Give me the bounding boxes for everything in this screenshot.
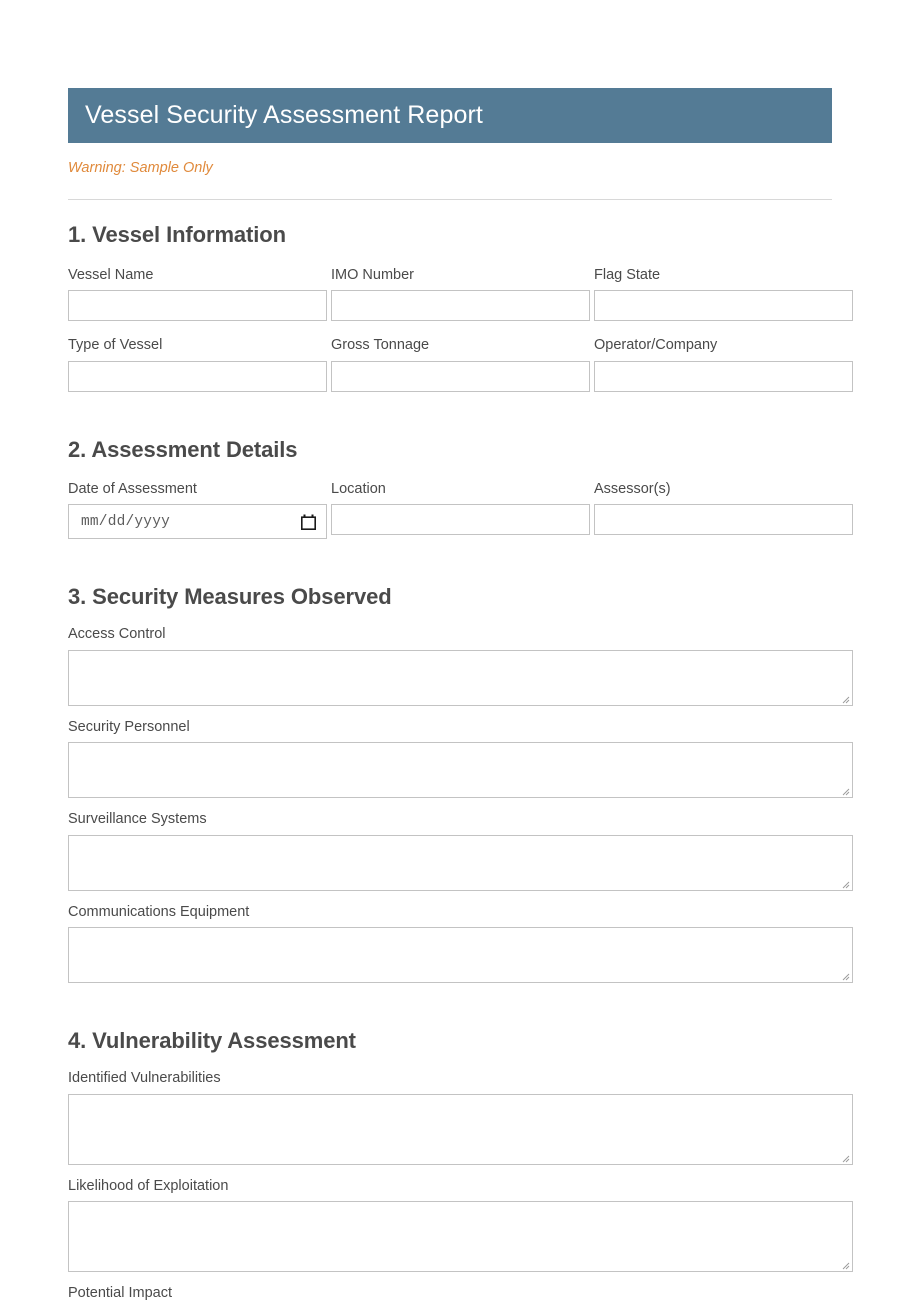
section-security-measures [68, 586, 853, 983]
label-likelihood-of-exploitation: Likelihood of Exploitation [68, 1177, 229, 1194]
field-communications-equipment [68, 905, 853, 984]
section-heading-4: 4. Vulnerability Assessment [68, 1028, 356, 1053]
field-surveillance-systems [68, 812, 853, 891]
textarea-access-control[interactable] [68, 650, 853, 706]
field-identified-vulnerabilities [68, 1071, 853, 1165]
label-date-of-assessment: Date of Assessment [68, 480, 197, 497]
input-gross-tonnage[interactable] [331, 361, 590, 392]
section-heading-3: 3. Security Measures Observed [68, 584, 392, 609]
resize-handle-icon[interactable] [840, 879, 850, 889]
section-vessel-information [68, 221, 853, 392]
label-surveillance-systems: Surveillance Systems [68, 811, 207, 827]
section-heading-2: 2. Assessment Details [68, 436, 298, 462]
resize-handle-icon[interactable] [840, 971, 850, 981]
date-placeholder-text: mm/dd/yyyy [81, 513, 171, 530]
label-type-of-vessel: Type of Vessel [68, 337, 163, 353]
input-flag-state[interactable] [594, 290, 853, 321]
label-flag-state: Flag State [594, 266, 661, 283]
input-type-of-vessel[interactable] [68, 361, 327, 392]
resize-handle-icon[interactable] [840, 1153, 850, 1163]
section-heading-1: 1. Vessel Information [68, 221, 286, 247]
section-assessment-details [68, 436, 853, 540]
header-divider [68, 199, 832, 200]
label-location: Location [331, 480, 386, 497]
input-assessors[interactable] [594, 504, 853, 535]
field-potential-impact [68, 1286, 853, 1300]
input-location[interactable] [331, 504, 590, 535]
label-communications-equipment: Communications Equipment [68, 903, 250, 920]
label-security-personnel: Security Personnel [68, 718, 190, 735]
label-gross-tonnage: Gross Tonnage [331, 337, 430, 353]
field-security-personnel [68, 720, 853, 799]
field-gross-tonnage [331, 338, 590, 392]
section-vulnerability-assessment [68, 1030, 853, 1300]
textarea-surveillance-systems[interactable] [68, 835, 853, 891]
textarea-identified-vulnerabilities[interactable] [68, 1094, 853, 1165]
field-location [331, 482, 590, 540]
field-operator-company [594, 338, 853, 392]
textarea-communications-equipment[interactable] [68, 927, 853, 983]
label-identified-vulnerabilities: Identified Vulnerabilities [68, 1070, 221, 1086]
vessel-info-row-2 [68, 338, 853, 392]
label-operator-company: Operator/Company [594, 337, 718, 353]
input-vessel-name[interactable] [68, 290, 327, 321]
vessel-info-row-1 [68, 268, 853, 322]
input-imo-number[interactable] [331, 290, 590, 321]
resize-handle-icon[interactable] [840, 694, 850, 704]
field-vessel-name [68, 268, 327, 322]
field-likelihood-of-exploitation [68, 1179, 853, 1273]
label-imo-number: IMO Number [331, 266, 414, 283]
input-operator-company[interactable] [594, 361, 853, 392]
report-header-bar [68, 88, 832, 143]
label-potential-impact: Potential Impact [68, 1285, 172, 1300]
textarea-security-personnel[interactable] [68, 742, 853, 798]
page-title: Vessel Security Assessment Report [85, 101, 483, 129]
resize-handle-icon[interactable] [840, 786, 850, 796]
field-date-of-assessment [68, 482, 327, 540]
field-assessors [594, 482, 853, 540]
label-access-control: Access Control [68, 626, 166, 642]
field-type-of-vessel [68, 338, 327, 392]
calendar-icon[interactable] [301, 514, 316, 530]
resize-handle-icon[interactable] [840, 1260, 850, 1270]
report-content [68, 88, 853, 1300]
field-access-control [68, 627, 853, 706]
textarea-likelihood-of-exploitation[interactable] [68, 1201, 853, 1272]
input-date-of-assessment[interactable] [68, 504, 327, 539]
field-flag-state [594, 268, 853, 322]
sample-warning-text: Warning: Sample Only [68, 160, 213, 176]
label-vessel-name: Vessel Name [68, 266, 154, 283]
field-imo-number [331, 268, 590, 322]
label-assessors: Assessor(s) [594, 480, 671, 497]
assessment-details-row-1 [68, 482, 853, 540]
